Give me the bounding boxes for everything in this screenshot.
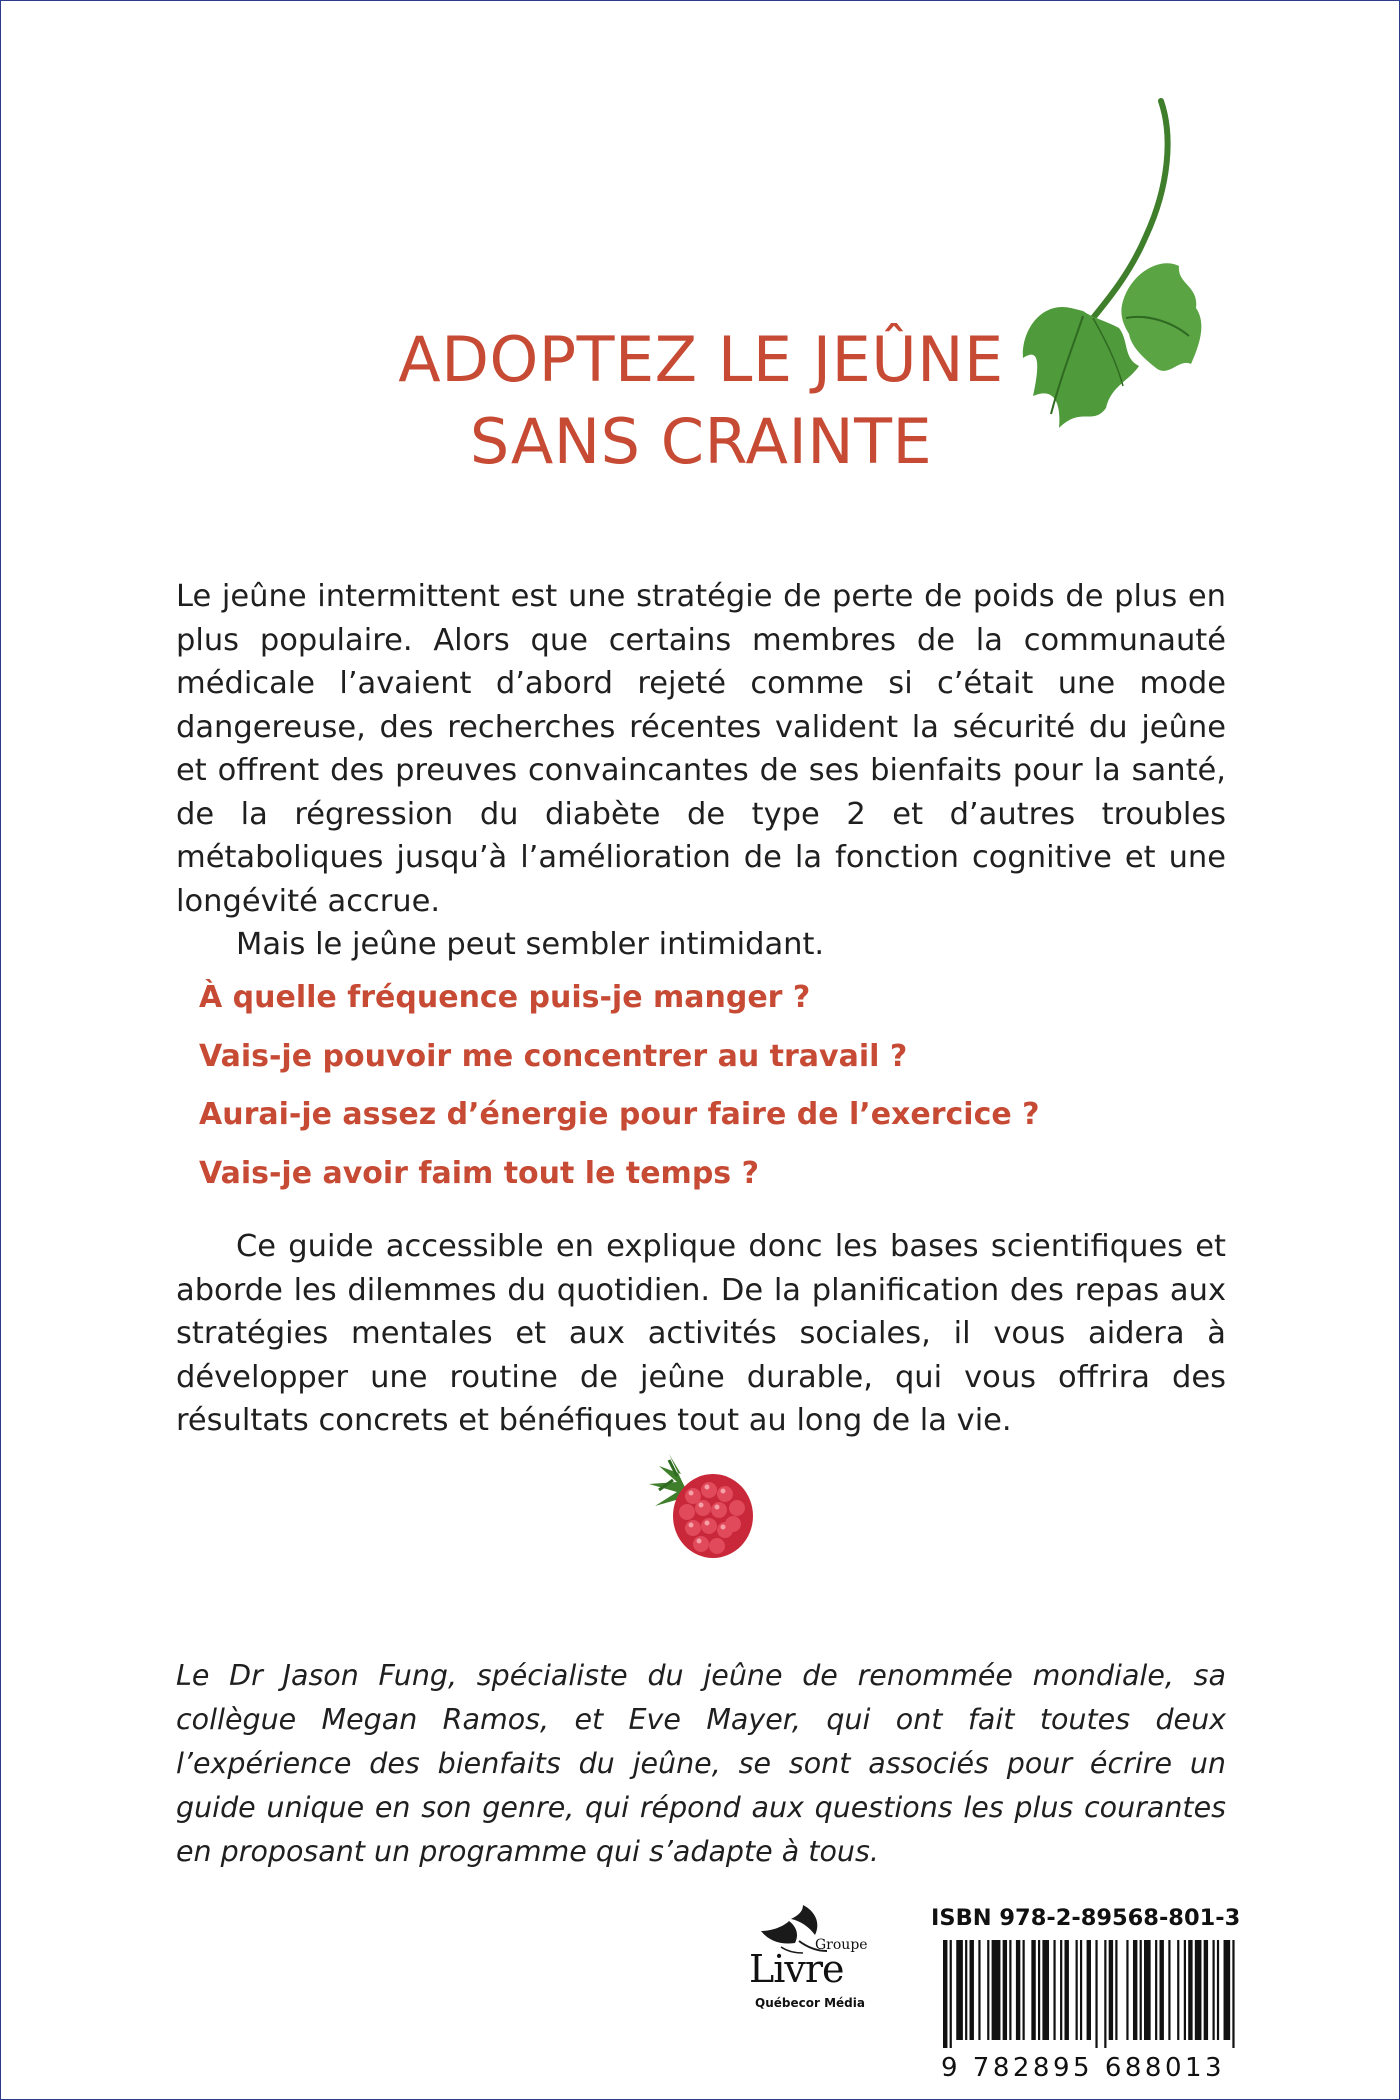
barcode-bar: [943, 1940, 947, 2048]
barcode-bar: [1159, 1940, 1163, 2040]
barcode-bar: [1155, 1940, 1157, 2040]
authors-paragraph: Le Dr Jason Fung, spécialiste du jeûne de renommée mondiale, sa collègue Megan Ramos, et Eve Mayer, qui ont fait toutes deux l’expérience des bienfaits du jeûne, se sont associés pour écrire un guide unique en son genre, qui répond aux questions les plus courantes en proposant un programme qui s’adapte à tous.: [176, 1659, 1226, 1868]
barcode-bar: [1016, 1940, 1020, 2040]
barcode-bar: [987, 1940, 989, 2040]
barcode-bar: [1104, 1940, 1106, 2048]
intro-second-line: Mais le jeûne peut sembler intimidant.: [236, 927, 825, 962]
barcode-bar: [1195, 1940, 1202, 2040]
barcode-bar: [1177, 1940, 1179, 2040]
title-line-2: SANS CRAINTE: [469, 405, 933, 478]
barcode-bar: [1133, 1940, 1137, 2040]
barcode-bar: [1232, 1940, 1234, 2048]
question-item: Vais-je pouvoir me concentrer au travail ?: [199, 1038, 908, 1074]
barcode-bar: [970, 1940, 974, 2040]
barcode-bar: [1053, 1940, 1055, 2040]
publisher-sub: Québecor Média: [755, 1996, 865, 2010]
barcode-icon: [941, 1940, 1241, 2048]
barcode-bar: [1087, 1940, 1091, 2040]
barcode-bar: [1003, 1940, 1007, 2040]
barcode-bar: [1023, 1940, 1025, 2040]
publisher-name: Livre: [749, 1947, 844, 1991]
barcode-bar: [1038, 1940, 1040, 2040]
barcode-bar: [1080, 1940, 1082, 2040]
title-line-1: ADOPTEZ LE JEÛNE: [398, 323, 1004, 396]
barcode-bar: [1144, 1940, 1151, 2040]
barcode-number: 9 782895 688013: [941, 2053, 1226, 2083]
barcode-bar: [1009, 1940, 1011, 2040]
barcode-bar: [1126, 1940, 1128, 2040]
barcode-bar: [1168, 1940, 1170, 2040]
barcode-bar: [992, 1940, 1001, 2040]
barcode-bar: [1204, 1940, 1208, 2040]
barcode-bar: [1076, 1940, 1078, 2040]
barcode-bar: [965, 1940, 967, 2040]
question-list: [199, 969, 1199, 1203]
intro-paragraph: Le jeûne intermittent est une stratégie de perte de poids de plus en plus populaire. Alors que certains membres de la communauté médicale l’avaient d’abord rejeté comme si c’était une mode dangereuse, des recherches récentes valident la sécurité du jeûne et offrent des preuves convaincantes de ses bienfaits pour la santé, de la régression du diabète de type 2 et d’autres troubles métaboliques jusqu’à l’amélioration de la fonction cognitive et une longévité accrue.: [176, 579, 1226, 919]
barcode-bar: [1224, 1940, 1231, 2040]
barcode-bar: [1095, 1940, 1097, 2048]
isbn-label: ISBN 978-2-89568-801-3: [931, 1905, 1241, 1931]
barcode-bar: [1064, 1940, 1068, 2040]
barcode-bar: [1188, 1940, 1192, 2040]
barcode-bar: [1212, 1940, 1214, 2040]
barcode-bar: [950, 1940, 952, 2048]
barcode-bar: [1060, 1940, 1062, 2040]
cover-title: [301, 319, 1101, 483]
publisher-logo: [743, 1901, 883, 2051]
barcode-bar: [978, 1940, 980, 2040]
raspberry-icon: [629, 1444, 761, 1564]
question-item: À quelle fréquence puis-je manger ?: [199, 980, 811, 1015]
question-item: Vais-je avoir faim tout le temps ?: [199, 1155, 759, 1191]
question-item: Aurai-je assez d’énergie pour faire de l’exercice ?: [199, 1097, 1040, 1132]
barcode-bar: [1115, 1940, 1117, 2040]
barcode-bar: [1217, 1940, 1219, 2040]
barcode: [941, 1940, 1241, 2048]
publisher-group: Groupe: [815, 1937, 868, 1953]
barcode-bar: [1031, 1940, 1035, 2040]
barcode-bar: [1184, 1940, 1186, 2040]
guide-paragraph: Ce guide accessible en explique donc les bases scientifiques et aborde les dilemmes du quotidien. De la planification des repas aux stratégies mentales et aux activités sociales, il vous aidera à développer une routine de jeûne durable, qui vous offrira des résultats concrets et bénéfiques tout au long de la vie.: [176, 1229, 1226, 1438]
barcode-bar: [1140, 1940, 1142, 2040]
barcode-bar: [1109, 1940, 1113, 2040]
intro-section: [176, 575, 1226, 967]
barcode-bar: [1042, 1940, 1049, 2040]
barcode-bar: [956, 1940, 963, 2040]
